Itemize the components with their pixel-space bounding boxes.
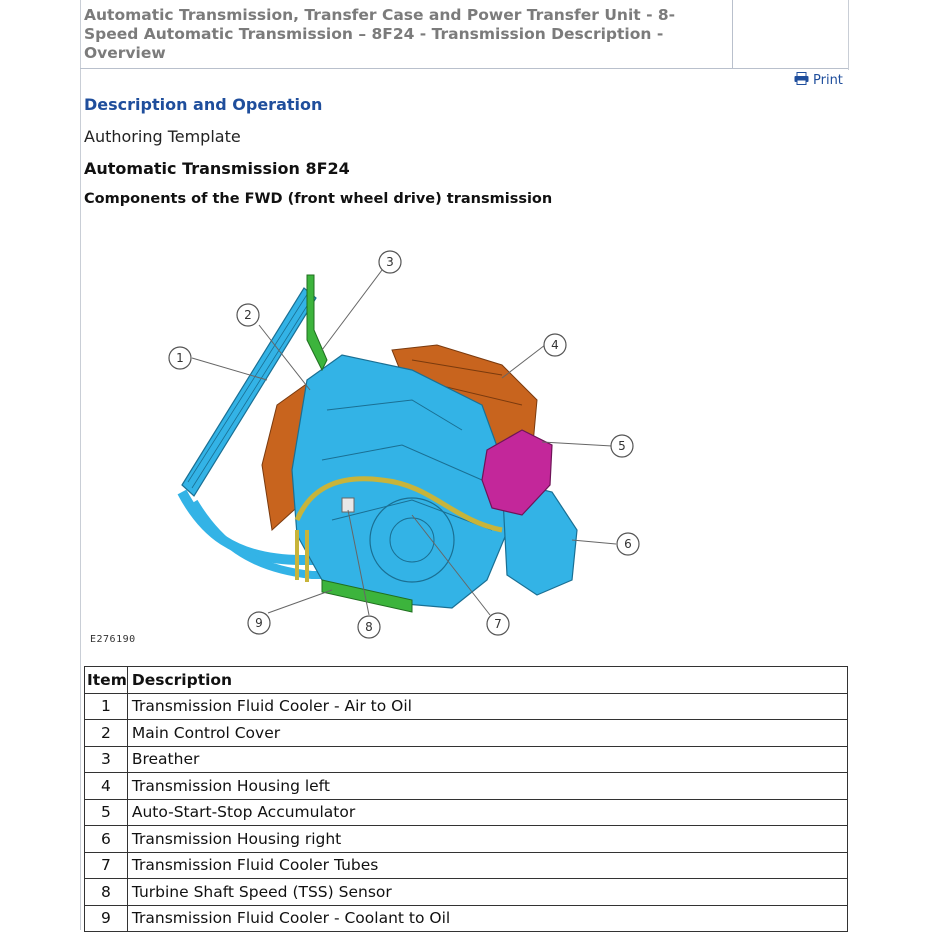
printer-icon: [794, 72, 809, 89]
table-row: [85, 746, 848, 773]
callout-6: [617, 533, 639, 555]
column-header-description: Description: [127, 667, 847, 694]
header-divider: [732, 0, 733, 68]
transmission-illustration: [82, 230, 702, 660]
item-description: Transmission Fluid Cooler Tubes: [127, 852, 847, 879]
item-description: Turbine Shaft Speed (TSS) Sensor: [127, 879, 847, 906]
callout-2: [237, 304, 259, 326]
svg-text:5: 5: [618, 439, 626, 453]
item-description: Main Control Cover: [127, 720, 847, 747]
callout-1: [169, 347, 191, 369]
svg-text:8: 8: [365, 620, 373, 634]
callout-8: [358, 616, 380, 638]
print-label: Print: [813, 73, 843, 88]
item-number: 6: [85, 826, 128, 853]
svg-text:7: 7: [494, 617, 502, 631]
svg-text:6: 6: [624, 537, 632, 551]
item-number: 5: [85, 799, 128, 826]
component-table: [84, 666, 848, 932]
callout-5: [611, 435, 633, 457]
table-header-row: [85, 667, 848, 694]
table-row: [85, 852, 848, 879]
callout-9: [248, 612, 270, 634]
item-description: Transmission Fluid Cooler - Air to Oil: [127, 693, 847, 720]
item-description: Auto-Start-Stop Accumulator: [127, 799, 847, 826]
item-description: Transmission Housing left: [127, 773, 847, 800]
column-header-item: Item: [85, 667, 128, 694]
svg-text:4: 4: [551, 338, 559, 352]
item-number: 8: [85, 879, 128, 906]
table-row: [85, 799, 848, 826]
turbine-shaft-speed-sensor: [342, 498, 354, 512]
document-title: Automatic Transmission 8F24: [84, 159, 350, 178]
table-row: [85, 693, 848, 720]
callout-3: [379, 251, 401, 273]
page-title: Automatic Transmission, Transfer Case and Power Transfer Unit - 8-Speed Automatic Transmission – 8F24 - Transmission Description - Overview: [84, 6, 676, 62]
item-description: Transmission Fluid Cooler - Coolant to Oil: [127, 905, 847, 932]
table-row: [85, 826, 848, 853]
svg-text:3: 3: [386, 255, 394, 269]
item-number: 2: [85, 720, 128, 747]
item-number: 9: [85, 905, 128, 932]
table-row: [85, 720, 848, 747]
item-description: Transmission Housing right: [127, 826, 847, 853]
callout-7: [487, 613, 509, 635]
callout-4: [544, 334, 566, 356]
table-row: [85, 905, 848, 932]
figure-id: E276190: [90, 634, 136, 645]
page-header: [80, 0, 848, 69]
svg-text:1: 1: [176, 351, 184, 365]
page-border-right: [848, 0, 849, 70]
breather: [307, 275, 327, 370]
item-number: 7: [85, 852, 128, 879]
section-heading: Description and Operation: [84, 95, 323, 114]
svg-text:2: 2: [244, 308, 252, 322]
print-button[interactable]: [794, 72, 843, 89]
item-number: 3: [85, 746, 128, 773]
item-description: Breather: [127, 746, 847, 773]
item-number: 1: [85, 693, 128, 720]
page-border-left: [80, 0, 81, 930]
table-row: [85, 879, 848, 906]
table-row: [85, 773, 848, 800]
item-number: 4: [85, 773, 128, 800]
svg-text:9: 9: [255, 616, 263, 630]
template-label: Authoring Template: [84, 127, 241, 146]
document-subtitle: Components of the FWD (front wheel drive) transmission: [84, 191, 553, 207]
